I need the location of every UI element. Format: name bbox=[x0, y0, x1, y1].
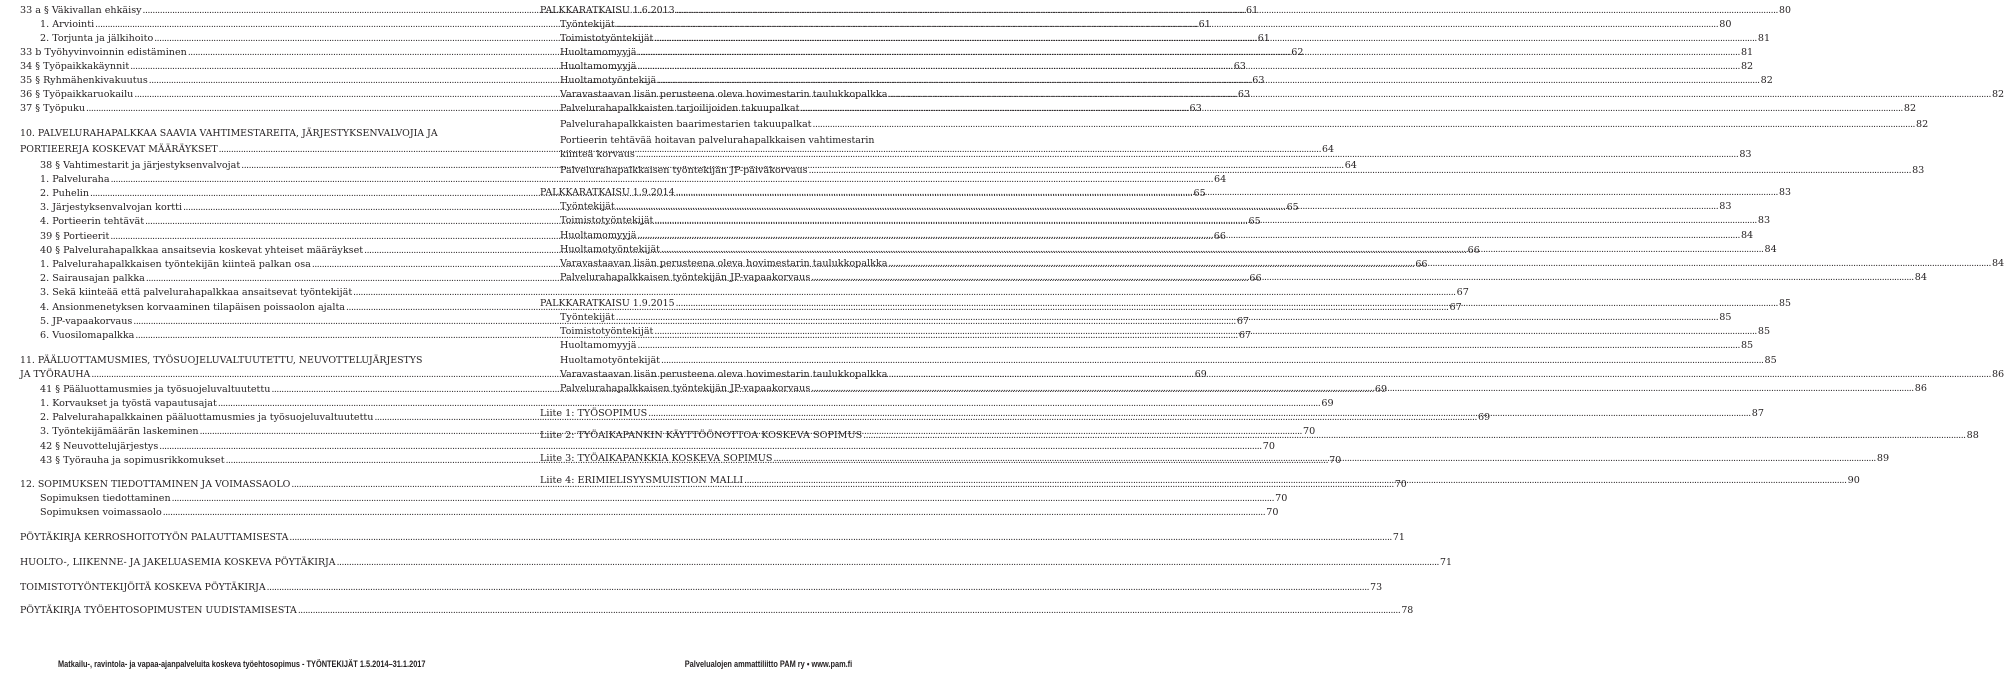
dot-leader bbox=[811, 382, 1913, 396]
dot-leader bbox=[163, 506, 1265, 520]
dot-leader bbox=[298, 604, 1400, 618]
toc-entry-title: 36 § Työpaikkaruokailu bbox=[20, 89, 134, 100]
toc-page-number: 71 bbox=[1440, 557, 1452, 568]
dot-leader bbox=[289, 531, 1391, 545]
toc-page-number: 65 bbox=[1193, 188, 1206, 199]
toc-page-number: 85 bbox=[1757, 326, 1771, 337]
toc-page-number: 71 bbox=[1392, 532, 1405, 543]
toc-entry-title: Sopimuksen voimassaolo bbox=[40, 507, 162, 518]
toc-entry-title: PALKKARATKAISU 1.6.2013 bbox=[540, 5, 675, 16]
footer-right: Palvelualojen ammattiliitto PAM ry • www.pam.fi bbox=[684, 659, 852, 669]
toc-entry-title: 37 § Työpuku bbox=[20, 103, 86, 114]
toc-page-number: 82 bbox=[1903, 103, 1917, 114]
toc-page-number: 82 bbox=[1760, 75, 1773, 86]
dot-leader bbox=[888, 88, 1990, 102]
toc-entry[interactable] bbox=[540, 354, 1777, 368]
toc-page-number: 86 bbox=[1991, 369, 2004, 380]
toc-page-number: 81 bbox=[1757, 33, 1771, 44]
toc-page-number: 83 bbox=[1757, 215, 1771, 226]
dot-leader bbox=[676, 4, 1778, 18]
toc-entry-title: 2. Palvelurahapalkkainen pääluottamusmies ja työsuojeluvaltuutettu bbox=[40, 412, 374, 423]
toc-page-number: 83 bbox=[1779, 187, 1791, 198]
toc-entry-title: 6. Vuosilomapalkka bbox=[40, 330, 135, 341]
toc-entry-title: 43 § Työrauha ja sopimusrikkomukset bbox=[40, 455, 225, 466]
dot-leader bbox=[337, 556, 1439, 570]
toc-page-number: 69 bbox=[1194, 369, 1207, 380]
toc-entry-title: TOIMISTOTYÖNTEKIJÖITÄ KOSKEVA PÖYTÄKIRJA bbox=[20, 582, 266, 593]
toc-entry-title: 34 § Työpaikkakäynnit bbox=[20, 61, 130, 72]
toc-entry-title: 3. Sekä kiinteää että palvelurahapalkkaa ansaitsevat työntekijät bbox=[40, 287, 353, 298]
dot-leader bbox=[809, 164, 1911, 178]
toc-entry-title: Työntekijät bbox=[560, 19, 615, 30]
toc-page-number: 63 bbox=[1237, 89, 1251, 100]
toc-page-number: 69 bbox=[1374, 384, 1388, 395]
toc-entry-title: 3. Työntekijämäärän laskeminen bbox=[40, 426, 199, 437]
toc-page-number: 64 bbox=[1322, 144, 1334, 155]
dot-leader bbox=[616, 18, 1718, 32]
dot-leader bbox=[637, 229, 1739, 243]
toc-entry-title: Palvelurahapalkkaisten tarjoilijoiden takuupalkat bbox=[560, 103, 800, 114]
toc-page-number: 70 bbox=[1275, 493, 1288, 504]
toc-page-number: 67 bbox=[1236, 316, 1250, 327]
toc-page-number: 65 bbox=[1248, 216, 1261, 227]
toc-page-number: 61 bbox=[1198, 19, 1211, 30]
toc-entry-title: 35 § Ryhmähenkivakuutus bbox=[20, 75, 148, 86]
toc-entry-title: 2. Torjunta ja jälkihoito bbox=[40, 33, 154, 44]
toc-entry-title: Huoltamomyyjä bbox=[560, 61, 637, 72]
dot-leader bbox=[654, 214, 1756, 228]
toc-page-number: 67 bbox=[1456, 287, 1469, 298]
toc-page-number: 70 bbox=[1394, 479, 1407, 490]
dot-leader bbox=[661, 243, 1763, 257]
dot-leader bbox=[172, 492, 1274, 506]
toc-page-number: 83 bbox=[1912, 165, 1925, 176]
toc-page-number: 66 bbox=[1249, 273, 1262, 284]
toc-entry-title: Työntekijät bbox=[560, 312, 615, 323]
toc-entry-title: Liite 3: TYÖAIKAPANKKIA KOSKEVA SOPIMUS bbox=[540, 453, 773, 464]
toc-entry-title: 12. SOPIMUKSEN TIEDOTTAMINEN JA VOIMASSAOLO bbox=[20, 479, 291, 490]
toc-entry-title: Toimistotyöntekijät bbox=[560, 33, 654, 44]
toc-page-number: 87 bbox=[1751, 408, 1764, 419]
toc-page-number: 69 bbox=[1477, 412, 1491, 423]
toc-entry-title: PÖYTÄKIRJA TYÖEHTOSOPIMUSTEN UUDISTAMISESTA bbox=[20, 605, 297, 616]
toc-page-number: 88 bbox=[1966, 430, 1979, 441]
dot-leader bbox=[654, 325, 1756, 339]
dot-leader bbox=[800, 102, 1902, 116]
dot-leader bbox=[637, 339, 1739, 353]
toc-page-number: 82 bbox=[1916, 119, 1929, 130]
toc-entry-title: Huoltamotyöntekijät bbox=[560, 355, 661, 366]
toc-entry-title: 4. Portieerin tehtävät bbox=[40, 216, 145, 227]
toc-entry-title: PALKKARATKAISU 1.9.2015 bbox=[540, 298, 675, 309]
toc-entry[interactable] bbox=[20, 173, 1227, 187]
toc-entry-title: Liite 2: TYÖAIKAPANKIN KÄYTTÖÖNOTTOA KOSKEVA SOPIMUS bbox=[540, 430, 863, 441]
toc-page-number: 69 bbox=[1321, 398, 1334, 409]
toc-entry-title: PORTIEEREJA KOSKEVAT MÄÄRÄYKSET bbox=[20, 144, 218, 155]
toc-page-number: 85 bbox=[1779, 298, 1791, 309]
dot-leader bbox=[744, 474, 1846, 488]
toc-page-number: 84 bbox=[1764, 244, 1777, 255]
dot-leader bbox=[811, 271, 1913, 285]
toc-entry-title: Toimistotyöntekijät bbox=[560, 215, 654, 226]
toc-page-number: 82 bbox=[1991, 89, 2004, 100]
dot-leader bbox=[648, 407, 1750, 421]
dot-leader bbox=[813, 118, 1915, 132]
toc-entry[interactable] bbox=[20, 506, 1279, 520]
toc-page-number: 62 bbox=[1291, 47, 1304, 58]
dot-leader bbox=[888, 368, 1990, 382]
toc-entry-title: 33 b Työhyvinvoinnin edistäminen bbox=[20, 47, 187, 58]
toc-entry-title: Työntekijät bbox=[560, 201, 615, 212]
toc-page-number: 67 bbox=[1238, 330, 1252, 341]
dot-leader bbox=[267, 581, 1369, 595]
toc-page-number: 63 bbox=[1233, 61, 1246, 72]
toc-entry-title: 1. Palveluraha bbox=[40, 174, 110, 185]
toc-page-number: 85 bbox=[1719, 312, 1732, 323]
dot-leader bbox=[654, 32, 1756, 46]
dot-leader bbox=[616, 200, 1718, 214]
toc-page-number: 70 bbox=[1262, 441, 1275, 452]
toc-entry-title: JA TYÖRAUHA bbox=[20, 369, 91, 380]
toc-page-number: 82 bbox=[1740, 61, 1754, 72]
toc-page-number: 66 bbox=[1467, 245, 1480, 256]
toc-entry-title: 33 a § Väkivallan ehkäisy bbox=[20, 5, 142, 16]
toc-page-number: 81 bbox=[1740, 47, 1754, 58]
toc-entry[interactable] bbox=[20, 397, 1334, 411]
toc-entry-title: 3. Järjestyksenvalvojan kortti bbox=[40, 202, 183, 213]
toc-page-number: 84 bbox=[1740, 230, 1754, 241]
toc-entry-title: Huoltamotyöntekijä bbox=[560, 75, 657, 86]
toc-entry-title: Toimistotyöntekijät bbox=[560, 326, 654, 337]
dot-leader bbox=[637, 60, 1739, 74]
toc-entry[interactable] bbox=[20, 531, 1405, 545]
toc-entry-title: Huoltamomyyjä bbox=[560, 47, 637, 58]
toc-page-number: 84 bbox=[1914, 272, 1927, 283]
toc-entry-title: Palvelurahapalkkaisten baarimestarien takuupalkat bbox=[560, 119, 812, 130]
toc-heading: 10. PALVELURAHAPALKKAA SAAVIA VAHTIMESTAREITA, JÄRJESTYKSENVALVOJIA JA bbox=[20, 128, 438, 139]
toc-entry-title: 38 § Vahtimestarit ja järjestyksenvalvojat bbox=[40, 160, 241, 171]
toc-entry-title: kiinteä korvaus bbox=[560, 149, 635, 160]
toc-entry-title: Huoltamomyyjä bbox=[560, 340, 637, 351]
toc-entry-title: Palvelurahapalkkaisen työntekijän JP-vapaakorvaus bbox=[560, 383, 811, 394]
toc-page-number: 63 bbox=[1252, 75, 1265, 86]
toc-page-number: 67 bbox=[1449, 302, 1462, 313]
toc-page-number: 83 bbox=[1739, 149, 1752, 160]
toc-entry[interactable] bbox=[20, 556, 1452, 570]
toc-page-number: 70 bbox=[1303, 426, 1316, 437]
toc-page-number: 63 bbox=[1189, 103, 1202, 114]
dot-leader bbox=[888, 257, 1990, 271]
toc-page-number: 83 bbox=[1719, 201, 1732, 212]
toc-entry[interactable] bbox=[540, 118, 1929, 132]
toc-entry-title: Liite 1: TYÖSOPIMUS bbox=[540, 408, 648, 419]
toc-entry-title: PÖYTÄKIRJA KERROSHOITOTYÖN PALAUTTAMISESTA bbox=[20, 532, 289, 543]
toc-entry-title: 40 § Palvelurahapalkkaa ansaitsevia koskevat yhteiset määräykset bbox=[40, 245, 364, 256]
toc-entry-title: 39 § Portieerit bbox=[40, 231, 110, 242]
toc-page-number: 73 bbox=[1370, 582, 1383, 593]
toc-entry-title: Varavastaavan lisän perusteena oleva hovimestarin taulukkopalkka bbox=[560, 258, 888, 269]
toc-entry-title: HUOLTO-, LIIKENNE- JA JAKELUASEMIA KOSKEVA PÖYTÄKIRJA bbox=[20, 557, 336, 568]
toc-entry[interactable] bbox=[20, 492, 1288, 506]
toc-entry-title: Varavastaavan lisän perusteena oleva hovimestarin taulukkopalkka bbox=[560, 89, 888, 100]
toc-heading: 11. PÄÄLUOTTAMUSMIES, TYÖSUOJELUVALTUUTETTU, NEUVOTTELUJÄRJESTYS bbox=[20, 355, 423, 366]
toc-entry-title: 41 § Pääluottamusmies ja työsuojeluvaltuutettu bbox=[40, 384, 271, 395]
dot-leader bbox=[676, 186, 1778, 200]
toc-entry-title: 2. Sairausajan palkka bbox=[40, 273, 145, 284]
footer-left: Matkailu-, ravintola- ja vapaa-ajanpalveluita koskeva työehtosopimus - TYÖNTEKIJÄT 1.5.2014–31.1.2017 bbox=[58, 659, 426, 669]
toc-entry[interactable] bbox=[20, 286, 1469, 300]
toc-entry-title: PALKKARATKAISU 1.9.2014 bbox=[540, 187, 675, 198]
toc-page-number: 80 bbox=[1779, 5, 1791, 16]
dot-leader bbox=[773, 452, 1875, 466]
toc-page-number: 64 bbox=[1344, 160, 1357, 171]
toc-page-number: 89 bbox=[1876, 453, 1890, 464]
dot-leader bbox=[616, 311, 1718, 325]
toc-entry[interactable] bbox=[540, 339, 1754, 353]
toc-entry[interactable] bbox=[20, 440, 1275, 454]
toc-entry-title: Huoltamotyöntekijät bbox=[560, 244, 661, 255]
toc-page-number: 85 bbox=[1740, 340, 1754, 351]
toc-entry-title: 2. Puhelin bbox=[40, 188, 90, 199]
toc-page-number: 66 bbox=[1415, 259, 1428, 270]
toc-page-number: 78 bbox=[1401, 605, 1414, 616]
toc-entry-title: Palvelurahapalkkaisen työntekijän JP-vapaakorvaus bbox=[560, 272, 811, 283]
toc-page-number: 64 bbox=[1214, 174, 1227, 185]
dot-leader bbox=[657, 74, 1759, 88]
toc-entry-title: Varavastaavan lisän perusteena oleva hovimestarin taulukkopalkka bbox=[560, 369, 888, 380]
toc-entry-title: 5. JP-vapaakorvaus bbox=[40, 316, 133, 327]
dot-leader bbox=[676, 297, 1778, 311]
toc-entry-title: 1. Korvaukset ja työstä vapautusajat bbox=[40, 398, 217, 409]
dot-leader bbox=[661, 354, 1763, 368]
toc-page-number: 85 bbox=[1764, 355, 1777, 366]
toc-entry-title: Huoltamomyyjä bbox=[560, 230, 637, 241]
toc-page-number: 61 bbox=[1257, 33, 1270, 44]
dot-leader bbox=[637, 46, 1739, 60]
toc-entry-title: Palvelurahapalkkaisen työntekijän JP-päiväkorvaus bbox=[560, 165, 808, 176]
toc-entry[interactable] bbox=[20, 604, 1414, 618]
toc-page-number: 86 bbox=[1914, 383, 1927, 394]
toc-page-number: 61 bbox=[1246, 5, 1259, 16]
toc-entry-title: Liite 4: ERIMIELISYYSMUISTION MALLI bbox=[540, 475, 744, 486]
toc-entry-title: 1. Palvelurahapalkkaisen työntekijän kiinteä palkan osa bbox=[40, 259, 311, 270]
toc-page-number: 66 bbox=[1213, 231, 1227, 242]
toc-page-number: 80 bbox=[1719, 19, 1732, 30]
dot-leader bbox=[636, 148, 1738, 162]
toc-entry[interactable] bbox=[20, 581, 1383, 595]
toc-page-number: 84 bbox=[1991, 258, 2004, 269]
toc-heading: Portieerin tehtävää hoitavan palvelurahapalkkaisen vahtimestarin bbox=[560, 135, 875, 146]
toc-page-number: 65 bbox=[1286, 202, 1299, 213]
toc-entry-title: Sopimuksen tiedottaminen bbox=[40, 493, 171, 504]
toc-page-number: 90 bbox=[1847, 475, 1860, 486]
toc-page-number: 70 bbox=[1266, 507, 1279, 518]
toc-page-number: 70 bbox=[1329, 455, 1342, 466]
toc-entry-title: 1. Arviointi bbox=[40, 19, 95, 30]
toc-entry-title: 4. Ansionmenetyksen korvaaminen tilapäisen poissaolon ajalta bbox=[40, 302, 346, 313]
toc-entry-title: 42 § Neuvottelujärjestys bbox=[40, 441, 159, 452]
dot-leader bbox=[863, 429, 1965, 443]
